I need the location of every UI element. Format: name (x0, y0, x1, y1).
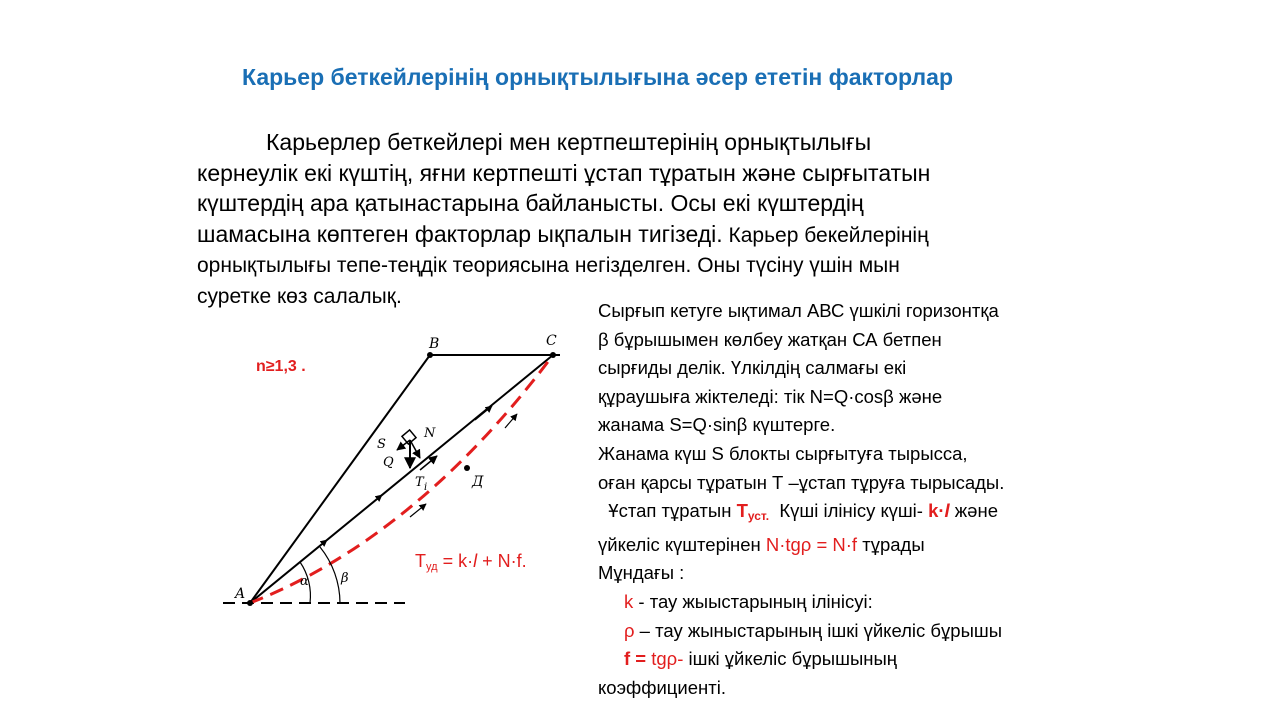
kl-symbol: k· (928, 500, 945, 522)
label-b: B (429, 336, 440, 352)
point-c (550, 352, 556, 358)
formula-t: Т (415, 551, 426, 571)
label-beta: β (341, 571, 349, 586)
explanation-line (598, 588, 1098, 617)
rho-symbol: ρ (624, 619, 635, 641)
beta-arc (320, 547, 340, 603)
label-t-sub: i (424, 482, 428, 493)
slip-arrow (475, 406, 492, 420)
text: және (949, 500, 998, 522)
paragraph-line (197, 219, 1077, 252)
paragraph-line: Карьерлер беткейлері мен кертпештерінің орнықтылығы (266, 129, 872, 155)
force-s-vector (397, 440, 410, 450)
text: ішкі ұйкеліс бұрышының (683, 648, 897, 670)
friction-formula: N·tgρ = N·f (765, 533, 858, 555)
label-s: S (377, 437, 386, 452)
point-d (464, 465, 470, 471)
holding-force-formula (415, 551, 527, 573)
text: - тау жыыстарының ілінісуі: (633, 590, 873, 612)
formula-t-sub: уд (426, 561, 438, 573)
text: Ұстап тұратын (598, 500, 737, 522)
point-a (247, 600, 253, 606)
label-alpha: α (300, 574, 309, 589)
label-d: Д (472, 474, 484, 490)
slip-arrow (505, 414, 517, 428)
l-symbol: l (944, 500, 950, 522)
k-symbol: k (624, 590, 634, 612)
paragraph-line: суретке көз салалық. (197, 284, 402, 308)
explanation-line (598, 645, 1098, 674)
intro-paragraph (197, 127, 1077, 312)
stability-factor-label: n≥1,3 . (256, 358, 306, 375)
label-q: Q (383, 455, 394, 470)
explanation-line (598, 497, 1098, 531)
text: тұрады (857, 533, 925, 555)
tg-rho-symbol: tgρ- (651, 648, 684, 670)
text: Күші ілінісу күші- (769, 500, 929, 522)
formula-part: = k· (437, 551, 474, 571)
f-symbol: f = (624, 648, 652, 670)
explanation-line (598, 617, 1098, 646)
text: үйкеліс күштерінен (598, 533, 766, 555)
explanation-line: Мұндағы : (598, 562, 685, 584)
formula-l: l (473, 551, 478, 571)
paragraph-text: Карьер бекейлерінің (722, 223, 929, 247)
t-hold-sub: уст. (747, 509, 770, 524)
paragraph-text: шамасына көптеген факторлар ықпалын тигізеді. (197, 220, 723, 247)
explanation-line: оған қарсы тұратын Т –ұстап тұруға тырысады. (598, 471, 1005, 493)
label-t: Т (415, 475, 424, 490)
slope-diagram (215, 320, 575, 620)
t-hold-symbol: Т (736, 500, 748, 522)
slide-title: Карьер беткейлерінің орнықтылығына әсер ететін факторлар (242, 64, 953, 90)
slip-arrow (310, 540, 327, 554)
slip-arrow (365, 495, 382, 509)
explanation-line: құраушыға жіктеледі: тік N=Q·cosβ және (598, 385, 943, 407)
explanation-line: Жанама күш S блокты сырғытуға тырысса, (598, 442, 968, 464)
label-c: C (546, 333, 557, 349)
explanation-line: β бұрышымен көлбеу жатқан СА бетпен (598, 328, 942, 350)
text: – тау жыныстарының ішкі үйкеліс бұрышы (634, 619, 1003, 641)
paragraph-line: орнықтылығы тепе-теңдік теориясына негізделген. Оны түсіну үшін мын (197, 254, 900, 277)
explanation-line: Сырғып кетуге ықтимал АВС үшкілі горизонтқа (598, 300, 999, 321)
label-a: A (235, 586, 246, 602)
point-b (427, 352, 433, 358)
force-n-vector (410, 440, 420, 458)
explanation-line: жанама S=Q·sinβ күштерге. (598, 414, 836, 436)
paragraph-line: күштердің ара қатынастарына байланысты. Осы екі күштердің (197, 190, 864, 216)
paragraph-line: кернеулік екі күштің, яғни кертпешті ұстап тұратын және сырғытатын (197, 159, 931, 186)
label-n: N (424, 426, 436, 441)
explanation-line: сырғиды делік. Үлкілдің салмағы екі (598, 357, 907, 379)
explanation-line (598, 531, 1098, 560)
explanation-line: коэффициенті. (598, 676, 726, 698)
formula-part: + N·f. (477, 551, 527, 571)
explanation-text (598, 297, 1098, 702)
